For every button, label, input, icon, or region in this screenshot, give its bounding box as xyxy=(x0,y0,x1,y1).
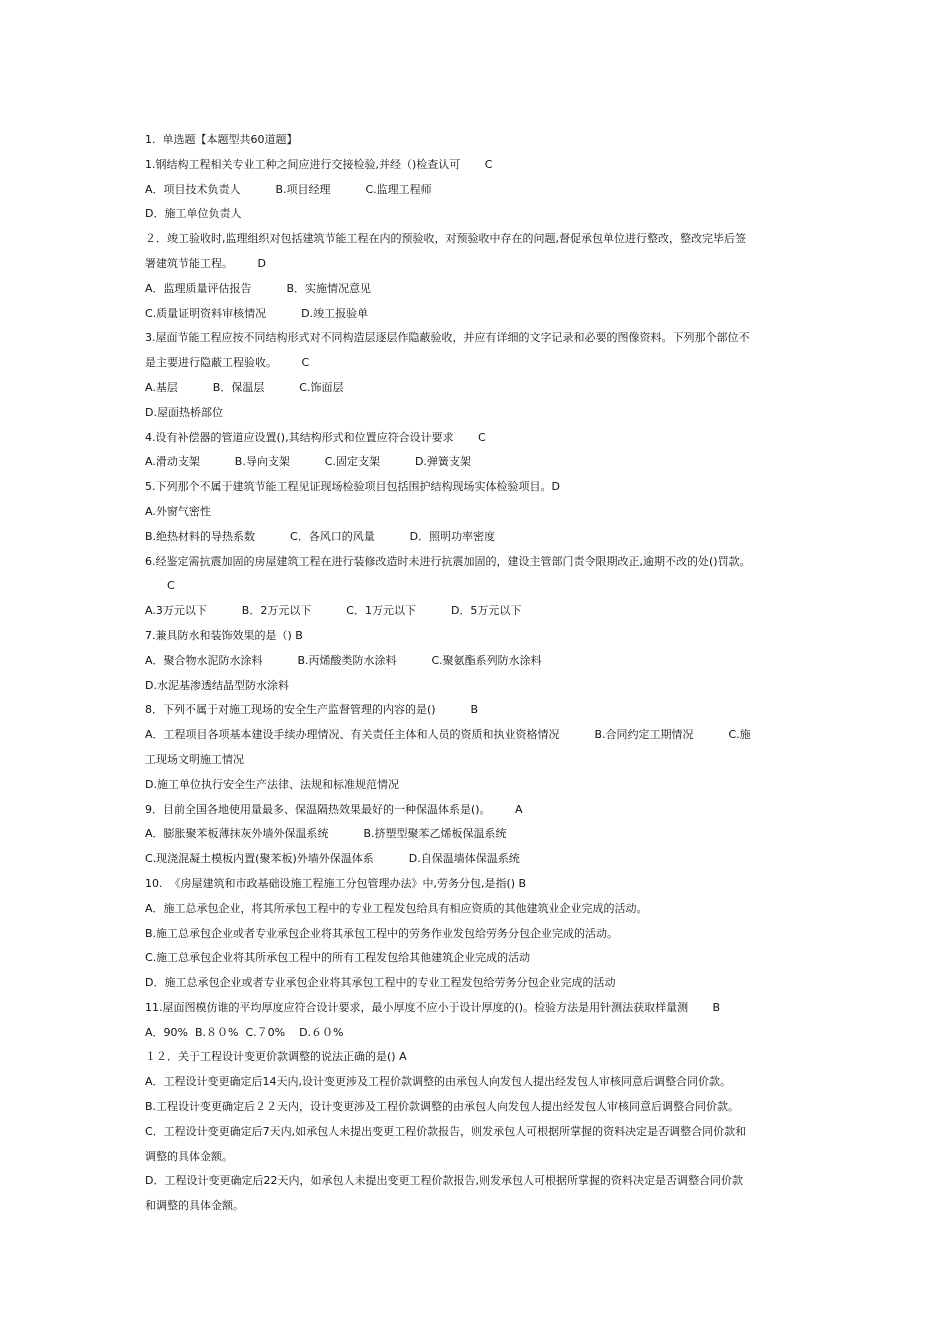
options-line: D.水泥基渗透结晶型防水涂料 xyxy=(145,678,289,692)
options-line: 工现场文明施工情况 xyxy=(145,752,244,766)
question-text: １２．关于工程设计变更价款调整的说法正确的是() A xyxy=(145,1050,407,1064)
options-line: A．监理质量评估报告 B．实施情况意见 xyxy=(145,281,372,295)
options-line: A.滑动支架 B.导向支架 C.固定支架 D.弹簧支架 xyxy=(145,455,471,469)
question-text: 11.屋面图模仿谁的平均厚度应符合设计要求，最小厚度不应小于设计厚度的()。检验方法是用针测法获取样量测 B xyxy=(145,1000,721,1014)
question-text: 7.兼具防水和装饰效果的是（) B xyxy=(145,628,303,642)
options-line: D．工程设计变更确定后22天内，如承包人未提出变更工程价款报告,则发承包人可根据所掌握的资料决定是否调整合同价款 xyxy=(145,1174,743,1188)
options-line: C.质量证明资料审核情况 D.竣工报验单 xyxy=(145,306,369,320)
options-line: B.工程设计变更确定后２２天内，设计变更涉及工程价款调整的由承包人向发包人提出经发包人审核同意后调整合同价款。 xyxy=(145,1100,740,1114)
answer-text: C xyxy=(167,579,175,593)
options-line: C.施工总承包企业将其所承包工程中的所有工程发包给其他建筑企业完成的活动 xyxy=(145,951,531,965)
options-line: A.3万元以下 B．2万元以下 C．1万元以下 D．5万元以下 xyxy=(145,604,522,618)
question-text: 1.钢结构工程相关专业工种之间应进行交接检验,并经（)检查认可 C xyxy=(145,157,493,171)
options-line: A.外窗气密性 xyxy=(145,504,211,518)
question-text: 9．目前全国各地使用量最多、保温隔热效果最好的一种保温体系是()。 A xyxy=(145,802,523,816)
options-line: D.施工单位执行安全生产法律、法规和标准规范情况 xyxy=(145,777,399,791)
options-line: A．工程项目各项基本建设手续办理情况、有关责任主体和人员的资质和执业资格情况 B.合同约定工期情况 C.施 xyxy=(145,728,751,742)
options-line: C．工程设计变更确定后7天内,如承包人未提出变更工程价款报告，则发承包人可根据所掌握的资料决定是否调整合同价款和 xyxy=(145,1124,747,1138)
options-line: A．膨胀聚苯板薄抹灰外墙外保温系统 B.挤塑型聚苯乙烯板保温系统 xyxy=(145,827,507,841)
options-line: A．项目技术负责人 B.项目经理 C.监理工程师 xyxy=(145,182,432,196)
question-text: ２．竣工验收时,监理组织对包括建筑节能工程在内的预验收，对预验收中存在的问题,督促承包单位进行整改，整改完毕后签 xyxy=(145,232,746,246)
question-text: 3.屋面节能工程应按不同结构形式对不同构造层逐层作隐蔽验收，并应有详细的文字记录和必要的图像资料。下列那个部位不 xyxy=(145,331,750,345)
options-line: A．工程设计变更确定后14天内,设计变更涉及工程价款调整的由承包人向发包人提出经发包人审核同意后调整合同价款。 xyxy=(145,1075,732,1089)
options-line: 调整的具体金额。 xyxy=(145,1149,233,1163)
options-line: A．施工总承包企业，将其所承包工程中的专业工程发包给具有相应资质的其他建筑业企业完成的活动。 xyxy=(145,901,648,915)
document-body xyxy=(145,128,825,1219)
options-line: D.屋面热桥部位 xyxy=(145,405,223,419)
options-line: A．90% B.８０% C.７0% D.６０% xyxy=(145,1025,344,1039)
options-line: 和调整的具体金额。 xyxy=(145,1199,244,1213)
options-line: D．施工单位负责人 xyxy=(145,207,242,221)
question-text: 10. 《房屋建筑和市政基础设施工程施工分包管理办法》中,劳务分包,是指() B xyxy=(145,876,527,890)
question-text: 6.经鉴定需抗震加固的房屋建筑工程在进行装修改造时未进行抗震加固的，建设主管部门责令限期改正,逾期不改的处()罚款。 xyxy=(145,554,751,568)
question-text: 8．下列不属于对施工现场的安全生产监督管理的内容的是() B xyxy=(145,703,479,717)
question-text: 4.设有补偿器的管道应设置(),其结构形式和位置应符合设计要求 C xyxy=(145,430,486,444)
question-text: 署建筑节能工程。 D xyxy=(145,256,266,270)
options-line: A.基层 B．保温层 C.饰面层 xyxy=(145,380,344,394)
options-line: A．聚合物水泥防水涂料 B.丙烯酸类防水涂料 C.聚氨酯系列防水涂料 xyxy=(145,653,542,667)
section-heading: 1. 单选题【本题型共60道题】 xyxy=(145,133,298,146)
options-line: D．施工总承包企业或者专业承包企业将其承包工程中的专业工程发包给劳务分包企业完成的活动 xyxy=(145,976,616,990)
options-line: B.绝热材料的导热系数 C．各风口的风量 D．照明功率密度 xyxy=(145,529,496,543)
question-text: 是主要进行隐蔽工程验收。 C xyxy=(145,356,310,370)
question-text: 5.下列那个不属于建筑节能工程见证现场检验项目包括围护结构现场实体检验项目。D xyxy=(145,480,560,494)
options-line: B.施工总承包企业或者专业承包企业将其承包工程中的劳务作业发包给劳务分包企业完成的活动。 xyxy=(145,926,619,940)
options-line: C.现浇混凝土模板内置(聚苯板)外墙外保温体系 D.自保温墙体保温系统 xyxy=(145,852,520,866)
